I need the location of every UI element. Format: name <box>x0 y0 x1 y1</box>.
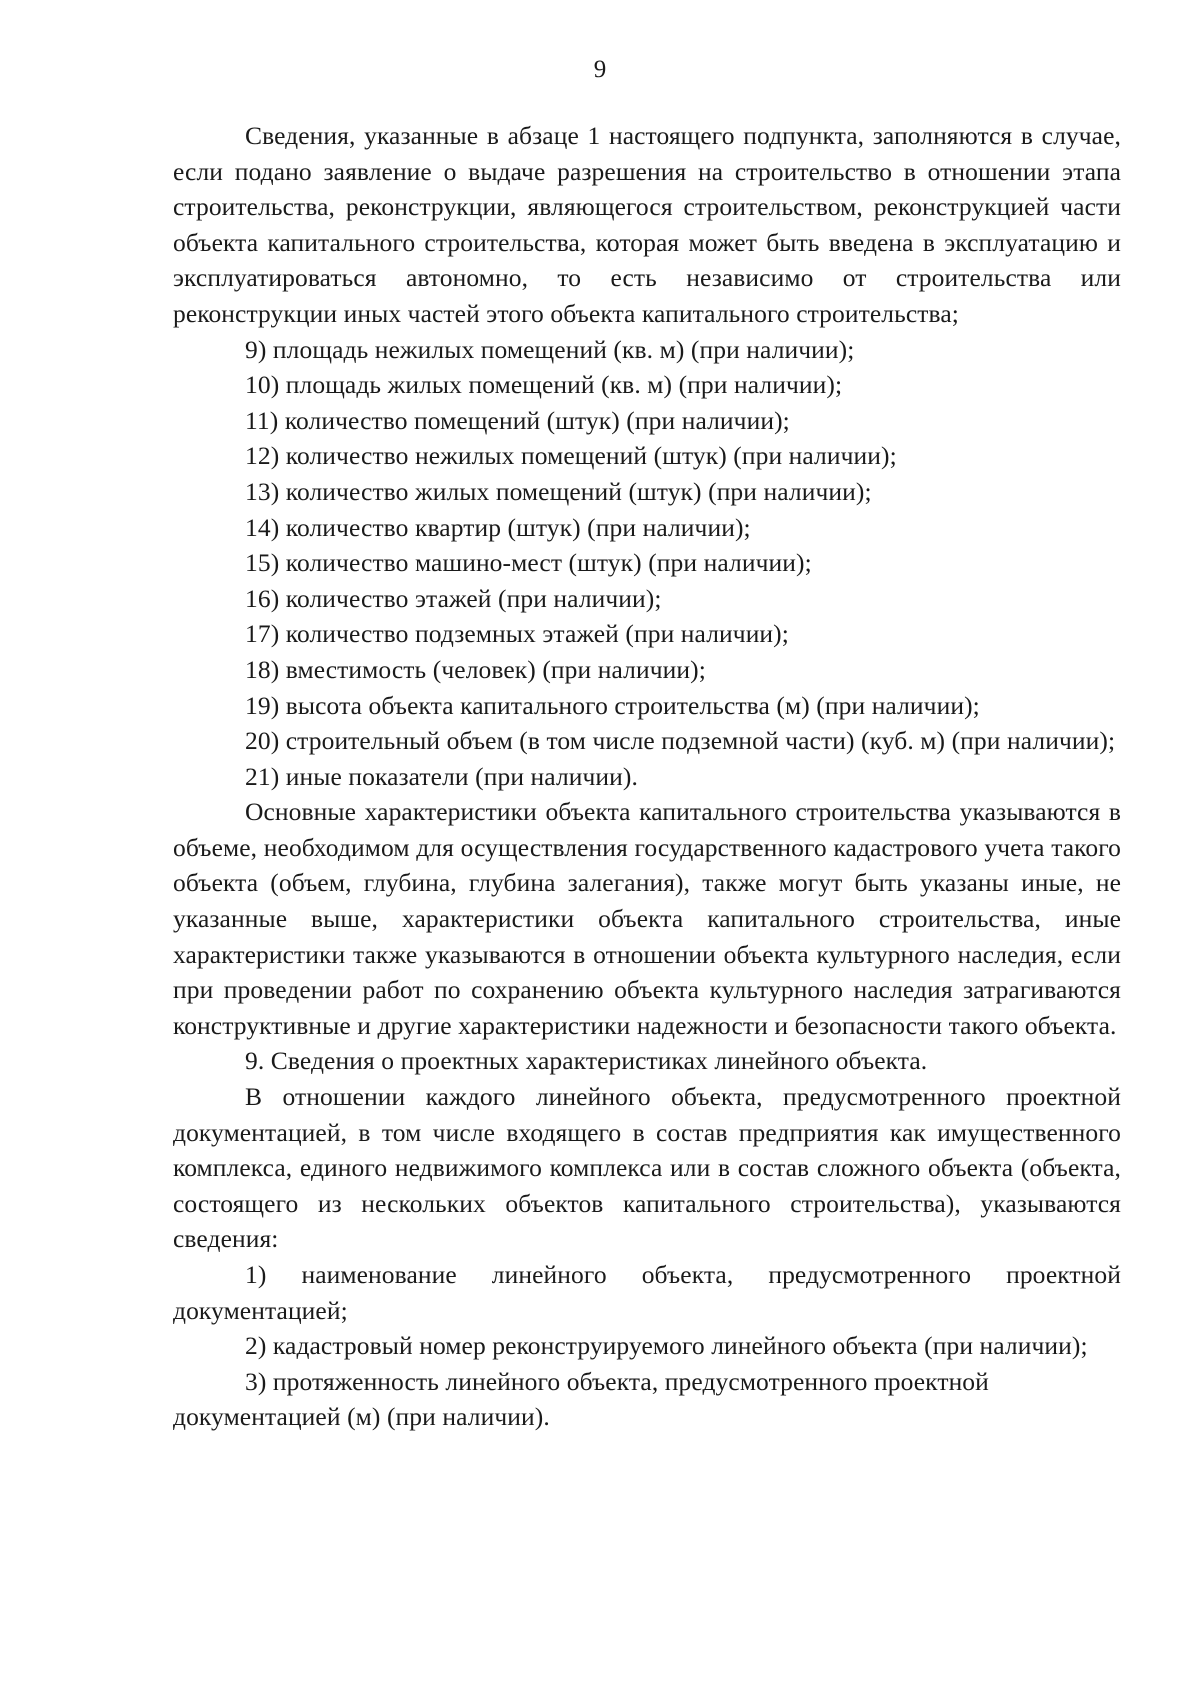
list-item-13: 13) количество жилых помещений (штук) (при наличии); <box>245 476 872 506</box>
linear-list-item-2: 2) кадастровый номер реконструируемого линейного объекта (при наличии); <box>245 1331 1088 1361</box>
page-number: 9 <box>593 56 607 83</box>
section-heading-9: 9. Сведения о проектных характеристиках линейного объекта. <box>245 1046 928 1076</box>
document-body <box>173 118 1121 1435</box>
list-item-20: 20) строительный объем (в том числе подземной части) (куб. м) (при наличии); <box>245 726 1116 756</box>
list-item-21: 21) иные показатели (при наличии). <box>245 761 638 791</box>
paragraph-info-conditions: Сведения, указанные в абзаце 1 настоящего подпункта, заполняются в случае, если подано заявление о выдаче разрешения на строительство в отношении этапа строительства, реконструкции, являющегося строительством, реконструкцией части объекта капитального строительства, которая может быть введена в эксплуатацию и эксплуатироваться автономно, то есть независимо от строительства или реконструкции иных частей этого объекта капитального строительства; <box>173 121 1121 328</box>
list-item-14: 14) количество квартир (штук) (при наличии); <box>245 512 751 542</box>
paragraph-linear-object-intro: В отношении каждого линейного объекта, предусмотренного проектной документацией, в том числе входящего в состав предприятия как имущественного комплекса, единого недвижимого комплекса или в состав сложного объекта (объекта, состоящего из нескольких объектов капитального строительства), указываются сведения: <box>173 1082 1121 1254</box>
list-item-11: 11) количество помещений (штук) (при наличии); <box>245 405 790 435</box>
list-item-12: 12) количество нежилых помещений (штук) (при наличии); <box>245 441 897 471</box>
list-item-17: 17) количество подземных этажей (при наличии); <box>245 619 789 649</box>
linear-list-item-1: 1) наименование линейного объекта, предусмотренного проектной документацией; <box>173 1260 1121 1325</box>
list-item-16: 16) количество этажей (при наличии); <box>245 583 662 613</box>
linear-list-item-3: 3) протяженность линейного объекта, предусмотренного проектной документацией (м) (при наличии). <box>173 1366 989 1432</box>
list-item-10: 10) площадь жилых помещений (кв. м) (при наличии); <box>245 370 843 400</box>
list-item-19: 19) высота объекта капитального строительства (м) (при наличии); <box>245 690 980 720</box>
paragraph-main-characteristics: Основные характеристики объекта капитального строительства указываются в объеме, необходимом для осуществления государственного кадастрового учета такого объекта (объем, глубина, глубина залегания), также могут быть указаны иные, не указанные выше, характеристики объекта капитального строительства, иные характеристики также указываются в отношении объекта культурного наследия, если при проведении работ по сохранению объекта культурного наследия затрагиваются конструктивные и другие характеристики надежности и безопасности такого объекта. <box>173 797 1121 1040</box>
list-item-18: 18) вместимость (человек) (при наличии); <box>245 654 706 684</box>
list-item-9: 9) площадь нежилых помещений (кв. м) (при наличии); <box>245 334 855 364</box>
list-item-15: 15) количество машино-мест (штук) (при наличии); <box>245 548 812 578</box>
